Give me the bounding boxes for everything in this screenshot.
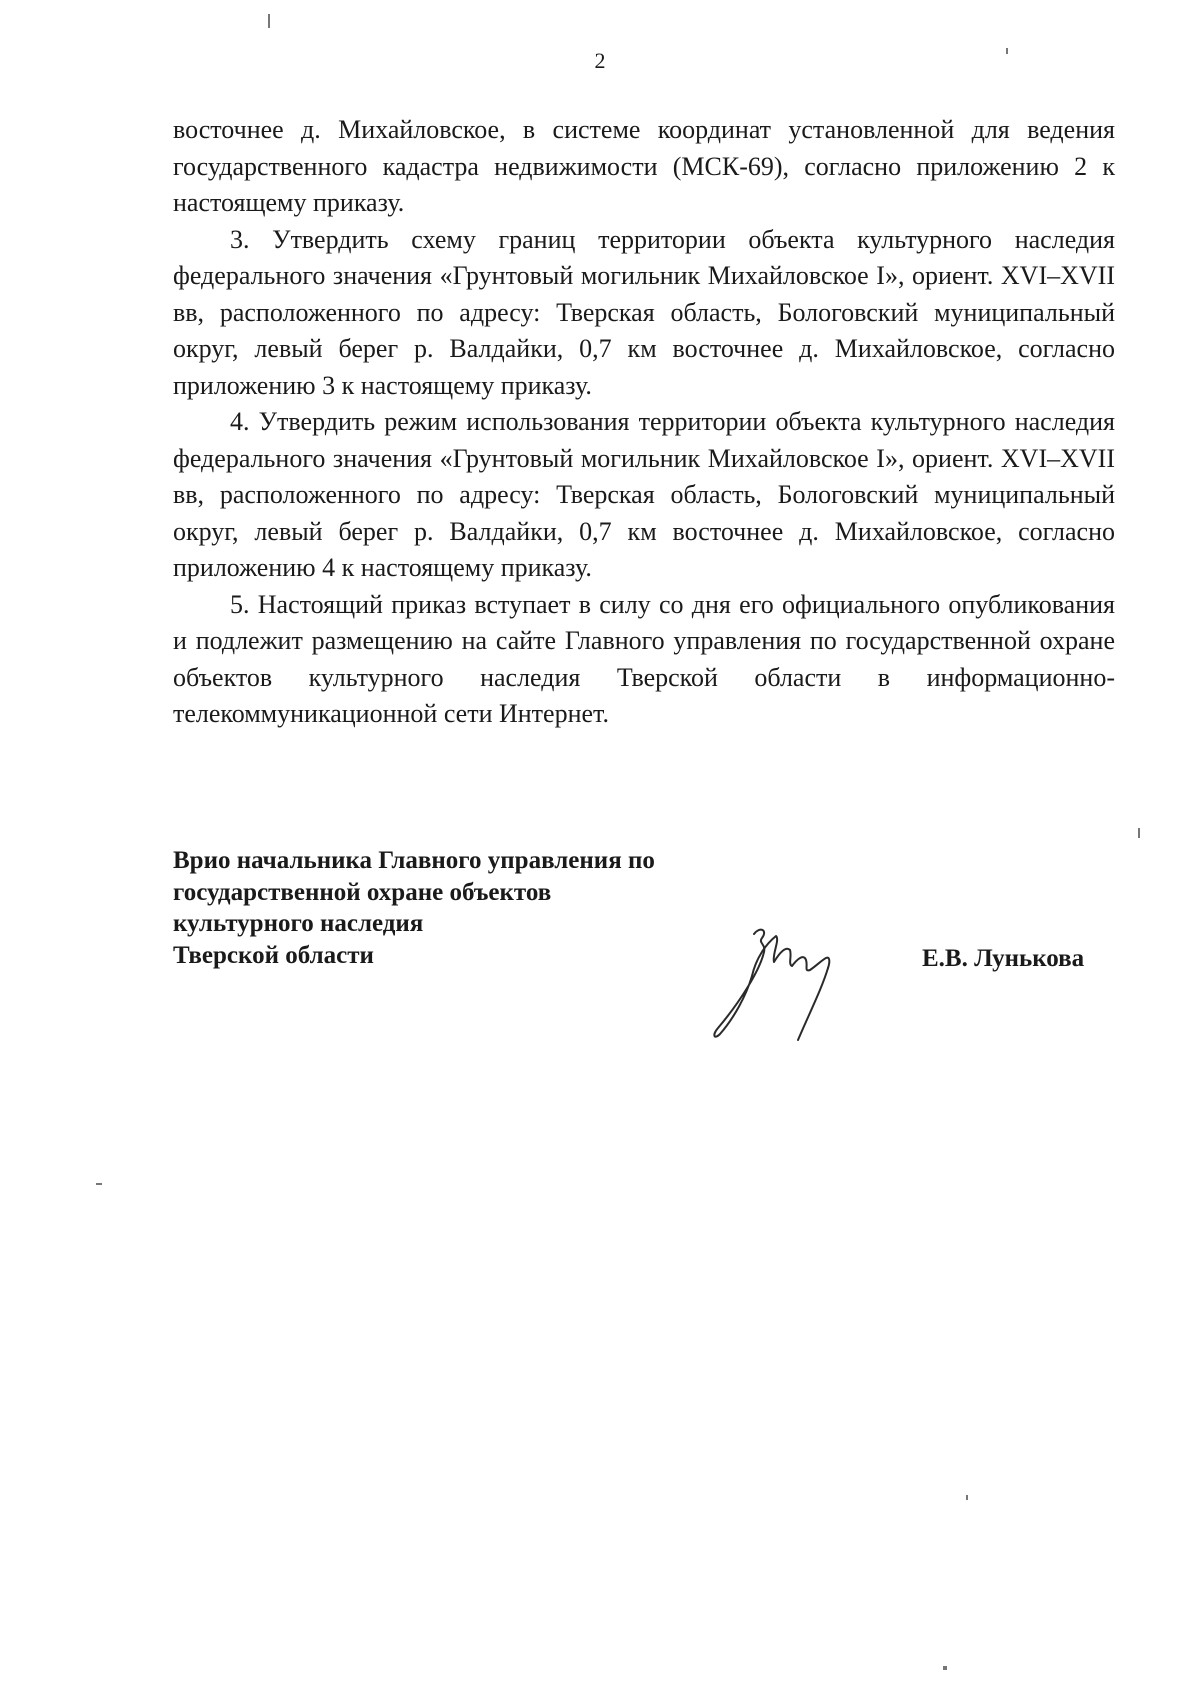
handwritten-signature bbox=[700, 910, 880, 1050]
scan-speck bbox=[268, 14, 270, 28]
paragraph-item-3: 3. Утвердить схему границ территории объекта культурного наследия федерального значения «Грунтовый могильник Михайловское I», ориент. XVI–XVII вв, расположенного по адресу: Тверская область, Бологовский муниципальный округ, левый берег р. Валдайки, 0,7 км восточнее д. Михайловское, согласно приложению 3 к настоящему приказу. bbox=[173, 224, 1115, 400]
paragraph-item-5: 5. Настоящий приказ вступает в силу со дня его официального опубликования и подлежит размещению на сайте Главного управления по государственной охране объектов культурного наследия Тверской области в информационно-телекоммуникационной сети Интернет. bbox=[173, 589, 1115, 728]
scan-speck bbox=[943, 1666, 947, 1670]
scan-speck bbox=[966, 1495, 968, 1500]
position-line: культурного наследия bbox=[173, 910, 424, 937]
document-body bbox=[173, 112, 1115, 733]
signatory-position bbox=[173, 845, 733, 971]
position-line: государственной охране объектов bbox=[173, 878, 552, 906]
signer-name: Е.В. Лунькова bbox=[922, 945, 1085, 972]
scan-speck bbox=[96, 1183, 102, 1185]
page-number: 2 bbox=[594, 48, 606, 73]
paragraph-item-4: 4. Утвердить режим использования территории объекта культурного наследия федерального значения «Грунтовый могильник Михайловское I», ориент. XVI–XVII вв, расположенного по адресу: Тверская область, Бологовский муниципальный округ, левый берег р. Валдайки, 0,7 км восточнее д. Михайловское, согласно приложению 4 к настоящему приказу. bbox=[173, 407, 1115, 582]
position-line: Тверской области bbox=[173, 941, 374, 969]
scan-speck bbox=[1138, 828, 1140, 838]
paragraph-1: восточнее д. Михайловское, в системе координат установленной для ведения государственного кадастра недвижимости (МСК-69), согласно приложению 2 к настоящему приказу. bbox=[173, 115, 1115, 217]
scan-speck bbox=[1006, 48, 1008, 54]
position-line: Врио начальника Главного управления по bbox=[173, 847, 655, 874]
